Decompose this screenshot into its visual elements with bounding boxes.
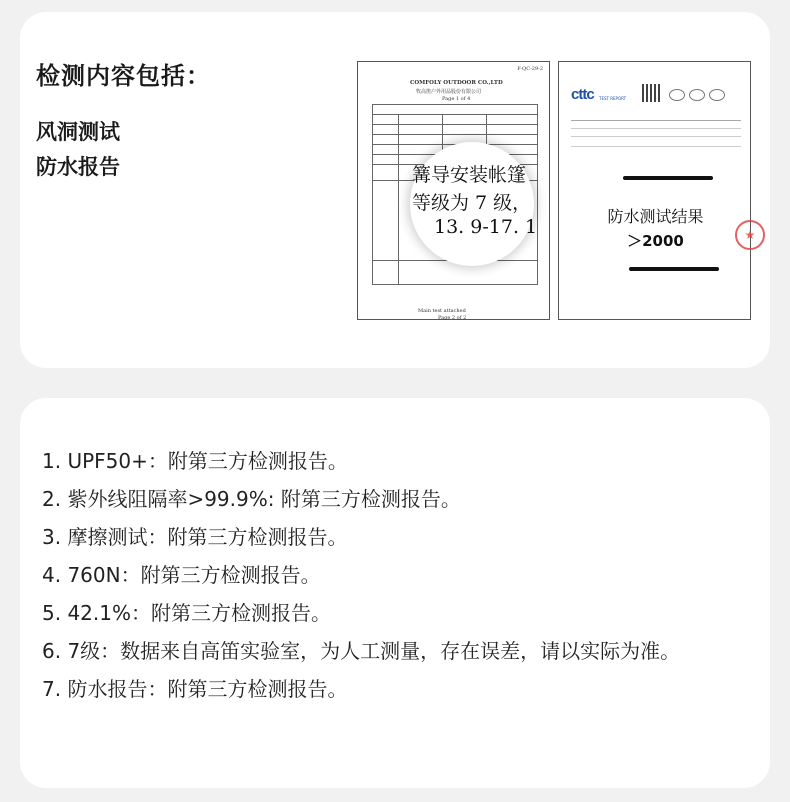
lens-top-edge <box>623 176 713 180</box>
logo-subtitle: TEST REPORT <box>599 96 627 101</box>
list-item: 5. 42.1%：附第三方检测报告。 <box>42 601 331 625</box>
company-name-cn: 牧高笛户外用品股份有限公司 <box>416 89 482 95</box>
page-number-bottom: Page 2 of 2 <box>438 315 467 321</box>
list-item: 4. 760N：附第三方检测报告。 <box>42 563 321 587</box>
list-item: 1. UPF50+：附第三方检测报告。 <box>42 449 348 473</box>
item-wind-tunnel-test: 风洞测试 <box>36 120 120 144</box>
magnifier-lens <box>410 142 538 266</box>
test-result-list <box>42 442 752 708</box>
item-waterproof-report: 防水报告 <box>36 155 120 179</box>
list-item: 7. 防水报告：附第三方检测报告。 <box>42 677 348 701</box>
lens-bottom-edge <box>629 267 719 271</box>
test-content-card <box>20 12 770 368</box>
certification-badge-icon <box>709 89 725 101</box>
certification-badge-icon <box>669 89 685 101</box>
test-list-card <box>20 398 770 788</box>
magnified-text-line: 篝导安装帐篷 <box>412 164 527 186</box>
company-name: COMFOLY OUTDOOR CO.,LTD <box>410 80 503 86</box>
list-item: 2. 紫外线阻隔率>99.9%: 附第三方检测报告。 <box>42 487 461 511</box>
page-number-top: Page 1 of 4 <box>442 96 471 102</box>
magnified-text-line: 等级为 7 级， <box>412 192 532 214</box>
cttc-logo: cttc <box>571 86 594 103</box>
magnified-text-line: 13. 9-17. 1 <box>434 216 538 238</box>
waterproof-report-image <box>558 61 756 320</box>
red-seal-stamp-icon: ★ <box>735 220 765 250</box>
waterproof-result-value: ＞2000 <box>627 232 684 250</box>
certification-badge-icon <box>689 89 705 101</box>
qr-code-icon <box>642 84 660 102</box>
waterproof-result-title: 防水测试结果 <box>607 207 704 226</box>
list-item: 6. 7级：数据来自高笛实验室，为人工测量，存在误差，请以实际为准。 <box>42 639 681 663</box>
attachment-note: Main test attached <box>418 308 466 314</box>
list-item: 3. 摩擦测试：附第三方检测报告。 <box>42 525 348 549</box>
section-heading: 检测内容包括： <box>36 62 211 90</box>
wind-test-report-image <box>357 61 550 320</box>
report-code: F-QC-29-2 <box>517 66 543 72</box>
